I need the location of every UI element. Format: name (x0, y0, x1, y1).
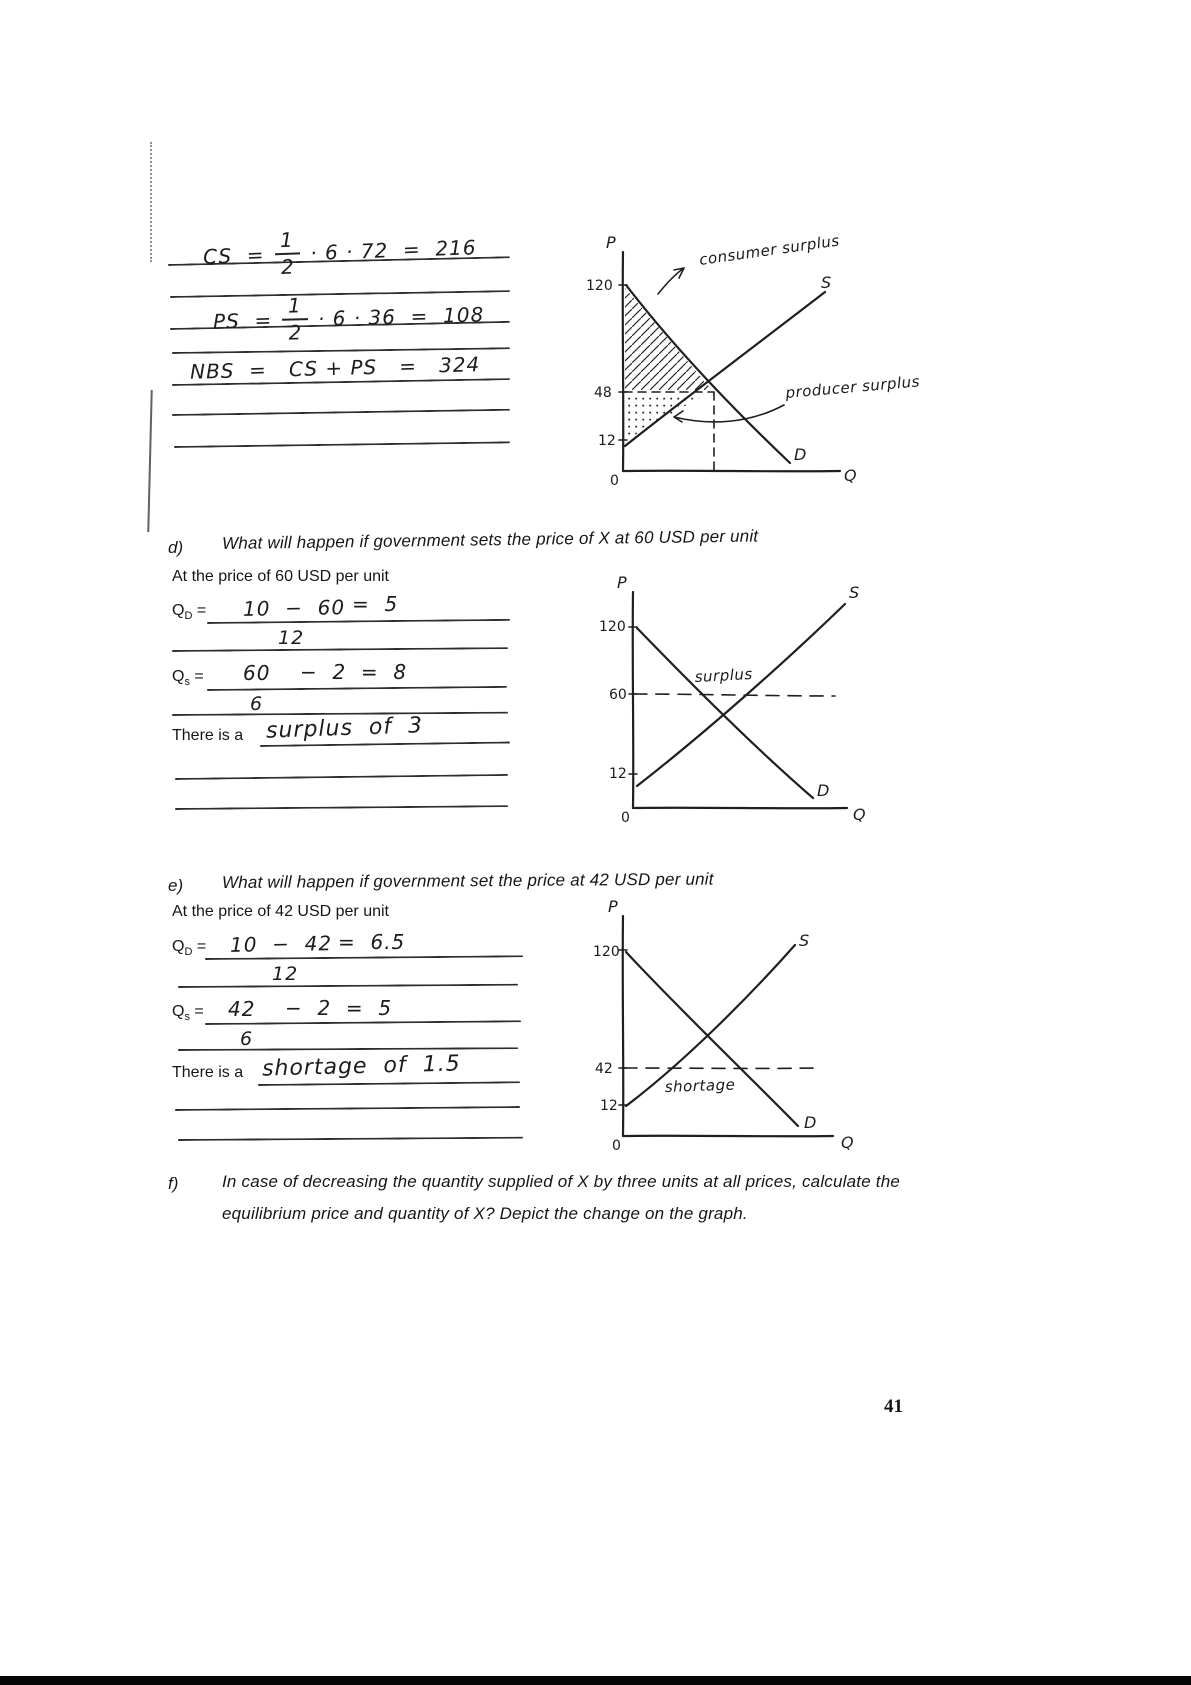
producer-surplus-label: producer surplus (784, 372, 921, 402)
shortage-price-ceiling-graph (583, 898, 883, 1153)
supply-label: S (849, 583, 860, 602)
quantity-axis (633, 808, 847, 809)
ps-rest: · 6 · 36 = 108 (317, 302, 485, 331)
tick-label-42: 42 (595, 1061, 613, 1077)
qs-sub: s (184, 1011, 190, 1024)
there-is-a-e: There is a (172, 1064, 244, 1081)
qd-label-d (172, 602, 206, 622)
cs-lhs: CS = (202, 242, 265, 269)
surplus-annotation: surplus (694, 664, 754, 686)
qd-label-e (172, 938, 206, 958)
qd-eq: = (196, 938, 207, 955)
answer-e: shortage of 1.5 (261, 1051, 461, 1082)
ruled-line (174, 441, 510, 448)
qs-sub: s (184, 676, 190, 689)
supply-label: S (799, 931, 810, 950)
q-axis-label: Q (844, 466, 857, 485)
ruled-line (175, 774, 508, 780)
section-e-letter: e) (168, 876, 184, 895)
tick-label-12: 12 (609, 766, 627, 782)
origin-label: 0 (610, 473, 619, 489)
qs-rest-e: − 2 = 5 (285, 996, 393, 1020)
tick-label-120: 120 (599, 619, 626, 635)
surplus-equilibrium-graph (578, 228, 938, 498)
demand-label: D (817, 781, 830, 800)
qd-result-e: = 6.5 (338, 930, 406, 954)
demand-label: D (794, 445, 807, 464)
tick-label-12: 12 (600, 1098, 618, 1114)
section-e-subheading: At the price of 42 USD per unit (172, 903, 389, 920)
supply-curve (637, 604, 845, 786)
qs-denominator-d: 6 (250, 693, 264, 715)
section-d-letter: d) (168, 538, 184, 557)
section-d-subheading: At the price of 60 USD per unit (172, 568, 389, 585)
cs-formula (202, 223, 477, 281)
shortage-annotation: shortage (664, 1075, 736, 1096)
q-axis-label: Q (853, 805, 866, 824)
qs-eq: = (194, 668, 204, 685)
price-60-dashed-line (634, 694, 835, 696)
producer-surplus-arrow (674, 405, 784, 422)
scan-artifact-line (147, 390, 152, 532)
cs-numerator: 1 (274, 229, 301, 255)
section-d-question: What will happen if government sets the price of X at 60 USD per unit (221, 526, 759, 553)
p-axis-label: P (606, 233, 616, 252)
tick-label-120: 120 (593, 944, 620, 960)
qs-numerator-e: 42 (228, 997, 256, 1021)
section-f-question-line1: In case of decreasing the quantity supplied of X by three units at all prices, calculate the (222, 1172, 901, 1191)
tick-label-60: 60 (609, 687, 627, 703)
qd-base: Q (172, 938, 185, 955)
ruled-line (178, 984, 518, 988)
qd-sub: D (184, 946, 193, 959)
qs-denominator-e: 6 (240, 1028, 254, 1050)
p-axis-label: P (617, 573, 627, 592)
ruled-line (172, 409, 510, 416)
ruled-line (258, 1081, 520, 1086)
qd-base: Q (172, 602, 185, 619)
ps-formula (212, 290, 484, 345)
ruled-line (175, 1106, 520, 1111)
ruled-line (207, 686, 507, 691)
price-axis (633, 592, 634, 808)
qd-sub: D (184, 610, 193, 623)
section-f-question-line2: equilibrium price and quantity of X? Depict the change on the graph. (222, 1204, 748, 1223)
section-f-letter: f) (168, 1174, 179, 1193)
qs-base: Q (172, 1003, 185, 1020)
qd-numerator-d: 10 − 60 (242, 595, 346, 621)
ruled-line (175, 805, 508, 810)
q-axis-label: Q (841, 1133, 854, 1152)
supply-label: S (821, 273, 832, 292)
there-is-a-d: There is a (172, 727, 244, 744)
cs-fraction (274, 229, 301, 278)
demand-label: D (804, 1113, 817, 1132)
ps-numerator: 1 (282, 295, 308, 321)
qd-numerator-e: 10 − 42 (229, 931, 333, 957)
origin-label: 0 (621, 810, 630, 826)
scan-bottom-edge (0, 1676, 1191, 1685)
page-number: 41 (884, 1396, 903, 1417)
qd-result-d: = 5 (352, 592, 399, 616)
qs-base: Q (172, 668, 185, 685)
consumer-surplus-label: consumer surplus (698, 231, 841, 269)
qs-label-d (172, 668, 204, 688)
qs-rest-d: − 2 = 8 (300, 660, 408, 684)
ruled-line (178, 1137, 523, 1141)
quantity-axis (623, 1136, 833, 1137)
section-e-question: What will happen if government set the price at 42 USD per unit (221, 869, 714, 892)
quantity-axis (623, 471, 840, 472)
ps-lhs: PS = (212, 308, 273, 334)
p-axis-label: P (608, 898, 618, 916)
ruled-line (178, 1047, 518, 1051)
ps-denominator: 2 (288, 320, 303, 345)
surplus-price-floor-graph (595, 572, 895, 832)
producer-surplus-region (626, 394, 706, 440)
qd-denominator-e: 12 (272, 963, 299, 985)
qd-denominator-d: 12 (278, 627, 305, 649)
answer-d: surplus of 3 (265, 713, 424, 744)
scan-artifact-dots (150, 142, 152, 262)
tick-label-120: 120 (586, 278, 613, 294)
ruled-line (172, 647, 508, 652)
qs-eq: = (194, 1003, 204, 1020)
consumer-surplus-region (625, 288, 712, 390)
qd-eq: = (196, 602, 207, 619)
consumer-surplus-arrow (658, 268, 684, 294)
price-axis (623, 916, 624, 1136)
demand-curve (626, 952, 798, 1126)
qs-label-e (172, 1003, 204, 1023)
tick-label-48: 48 (594, 385, 612, 401)
origin-label: 0 (612, 1138, 621, 1153)
nbs-formula: NBS = CS + PS = 324 (189, 352, 481, 384)
qs-numerator-d: 60 (243, 661, 271, 685)
tick-label-12: 12 (598, 433, 616, 449)
ps-fraction (282, 295, 309, 344)
cs-rest: · 6 · 72 = 216 (309, 235, 477, 266)
cs-denominator: 2 (280, 254, 296, 280)
